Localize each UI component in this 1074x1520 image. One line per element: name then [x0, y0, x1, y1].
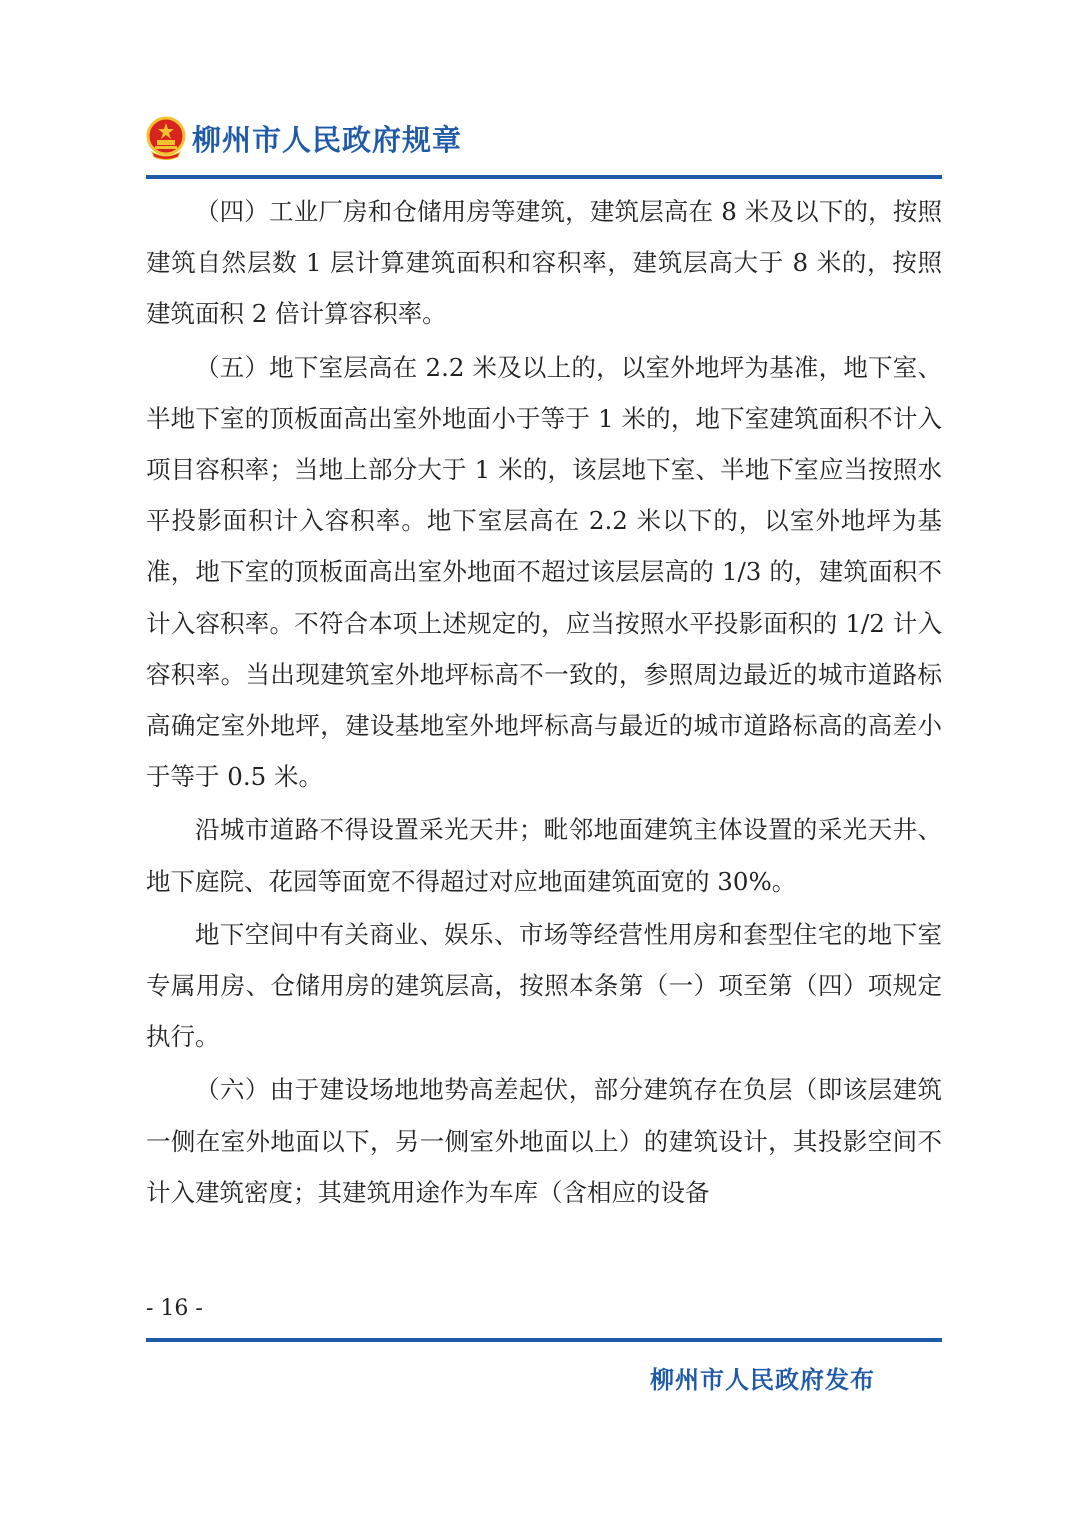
paragraph-item-4: （四）工业厂房和仓储用房等建筑，建筑层高在 8 米及以下的，按照建筑自然层数 1 层计算建筑面积和容积率，建筑层高大于 8 米的，按照建筑面积 2 倍计算容积率。	[146, 197, 942, 329]
document-body	[146, 186, 942, 1220]
footer-divider	[146, 1338, 942, 1342]
header-divider	[146, 175, 942, 179]
header-title: 柳州市人民政府规章	[192, 122, 463, 157]
footer-publisher: 柳州市人民政府发布	[650, 1366, 875, 1394]
paragraph-skylight: 沿城市道路不得设置采光天井；毗邻地面建筑主体设置的采光天井、地下庭院、花园等面宽不得超过对应地面建筑面宽的 30%。	[146, 815, 942, 896]
page-header	[146, 112, 462, 164]
national-emblem-icon	[146, 116, 186, 160]
page-number: - 16 -	[146, 1296, 203, 1321]
paragraph-item-6: （六）由于建设场地地势高差起伏，部分建筑存在负层（即该层建筑一侧在室外地面以下，另一侧室外地面以上）的建筑设计，其投影空间不计入建筑密度；其建筑用途作为车库（含相应的设备	[146, 1075, 942, 1207]
paragraph-item-5: （五）地下室层高在 2.2 米及以上的，以室外地坪为基准，地下室、半地下室的顶板面高出室外地面小于等于 1 米的，地下室建筑面积不计入项目容积率；当地上部分大于 1 米的，该层地下室、半地下室应当按照水平投影面积计入容积率。地下室层高在 2.2 米以下的，以室外地坪为基准，地下室的顶板面高出室外地面不超过该层层高的 1/3 的，建筑面积不计入容积率。不符合本项上述规定的，应当按照水平投影面积的 1/2 计入容积率。当出现建筑室外地坪标高不一致的，参照周边最近的城市道路标高确定室外地坪，建设基地室外地坪标高与最近的城市道路标高的高差小于等于 0.5 米。	[146, 352, 942, 792]
paragraph-underground-space: 地下空间中有关商业、娱乐、市场等经营性用房和套型住宅的地下室专属用房、仓储用房的建筑层高，按照本条第（一）项至第（四）项规定执行。	[146, 919, 942, 1052]
